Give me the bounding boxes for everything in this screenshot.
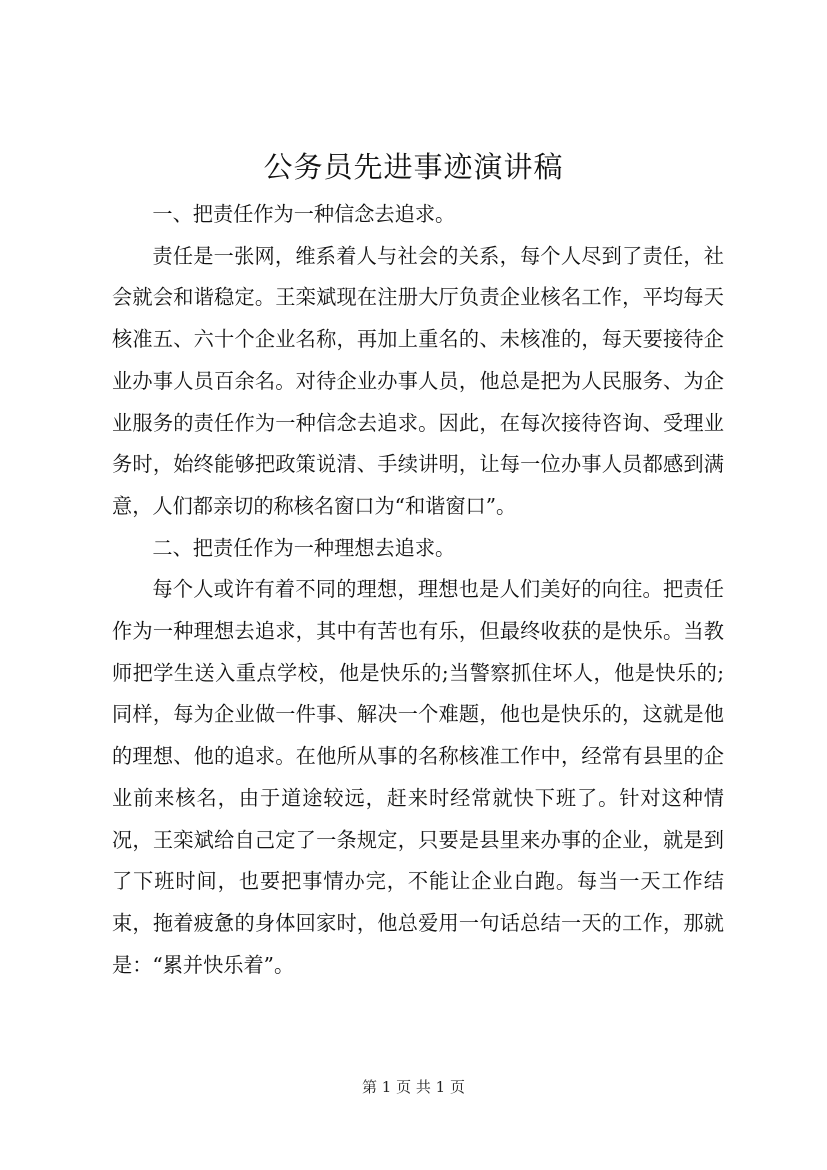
document-body xyxy=(112,194,724,986)
section-heading-2: 二、把责任作为一种理想去追求。 xyxy=(152,535,456,560)
section-heading-1: 一、把责任作为一种信念去追求。 xyxy=(152,202,456,226)
paragraph-2: 每个人或许有着不同的理想，理想也是人们美好的向往。把责任作为一种理想去追求，其中有苦也有乐，但最终收获的是快乐。当教师把学生送入重点学校，他是快乐的;当警察抓住坏人，他是快乐的;同样，每为企业做一件事、解决一个难题，他也是快乐的，这就是他的理想、他的追求。在他所从事的名称核准工作中，经常有县里的企业前来核名，由于道途较远，赶来时经常就快下班了。针对这种情况，王栾斌给自己定了一条规定，只要是县里来办事的企业，就是到了下班时间，也要把事情办完，不能让企业白跑。每当一天工作结束，拖着疲惫的身体回家时，他总爱用一句话总结一天的工作，那就是：“累并快乐着”。 xyxy=(112,577,724,977)
page-footer: 第 1 页 共 1 页 xyxy=(362,1078,465,1096)
paragraph-1: 责任是一张网，维系着人与社会的关系，每个人尽到了责任，社会就会和谐稳定。王栾斌现在注册大厅负责企业核名工作，平均每天核准五、六十个企业名称，再加上重名的、未核准的，每天要接待企业办事人员百余名。对待企业办事人员，他总是把为人民服务、为企业服务的责任作为一种信念去追求。因此，在每次接待咨询、受理业务时，始终能够把政策说清、手续讲明，让每一位办事人员都感到满意，人们都亲切的称核名窗口为“和谐窗口”。 xyxy=(112,243,724,518)
document-title: 公务员先进事迹演讲稿 xyxy=(263,150,564,184)
